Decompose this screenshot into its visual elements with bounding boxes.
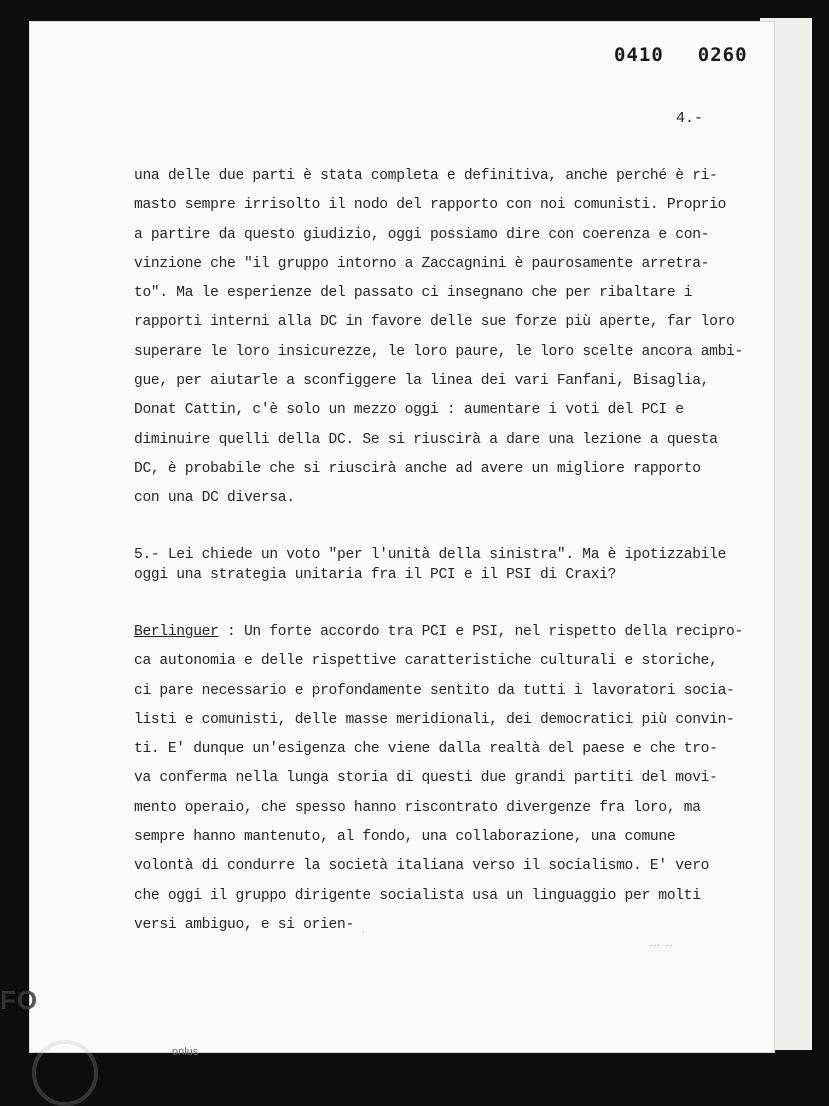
text-line: gue, per aiutarle a sconfiggere la linea dei vari Fanfani, Bisaglia, — [134, 373, 710, 390]
archive-number-part-b: 0260 — [697, 44, 748, 66]
speaker-name: Berlinguer — [134, 624, 219, 640]
paper-speck: ․․․ ․․ — [650, 939, 673, 950]
annotated-word: loro — [413, 343, 447, 360]
text-line: diminuire quelli della DC. Se si riuscirà a dare una lezione a questa — [134, 431, 718, 448]
text-line: masto sempre irrisolto il nodo del rapporto con noi comunisti. Proprio — [134, 197, 727, 214]
text-fragment: scelte ancora ambi- — [573, 343, 744, 360]
answer-line: ci pare necessario e profondamente sentito da tutti i lavoratori socia- — [134, 682, 735, 699]
interview-answer — [134, 618, 743, 940]
watermark-logo: FO — [0, 985, 39, 1015]
answer-line: ca autonomia e delle rispettive caratteristiche culturali e storiche, — [134, 653, 718, 670]
answer-line: volontà di condurre la società italiana verso il socialismo. E' vero — [134, 858, 710, 875]
page-number: 4.- — [676, 110, 704, 127]
archive-number — [614, 44, 748, 66]
interview-question — [134, 545, 727, 585]
answer-line: che oggi il gruppo dirigente socialista usa un linguaggio per molti — [134, 887, 701, 904]
answer-line: sempre hanno mantenuto, al fondo, una collaborazione, una comune — [134, 829, 676, 846]
answer-line: mento operaio, che spesso hanno riscontrato divergenze fra loro, ma — [134, 799, 701, 816]
answer-line: ti. E' dunque un'esigenza che viene dalla realtà del paese e che tro- — [134, 741, 718, 758]
watermark-ring — [32, 1040, 98, 1106]
text-line: vinzione che "il gruppo intorno a Zaccagnini è paurosamente arretra- — [134, 255, 710, 272]
watermark-subtitle: onlus — [172, 1046, 199, 1058]
answer-line: versi ambiguo, e si orien- — [134, 916, 354, 933]
text-fragment: superare le — [134, 343, 236, 360]
text-line: con una DC diversa. — [134, 490, 295, 507]
question-line: 5.- Lei chiede un voto "per l'unità della sinistra". Ma è ipotizzabile — [134, 547, 727, 563]
text-line-annotated — [134, 338, 744, 367]
answer-line: va conferma nella lunga storia di questi due grandi partiti del movi- — [134, 770, 718, 787]
answer-line: listi e comunisti, delle masse meridionali, dei democratici più convin- — [134, 711, 735, 728]
paragraph-1 — [134, 162, 744, 514]
annotated-word: loro — [235, 343, 270, 360]
text-line: Donat Cattin, c'è solo un mezzo oggi : aumentare i voti del PCI e — [134, 402, 684, 419]
answer-text: : Un forte accordo tra PCI e PSI, nel rispetto della recipro- — [218, 624, 743, 640]
archive-number-part-a: 0410 — [614, 44, 664, 66]
question-line: oggi una strategia unitaria fra il PCI e il PSI di Craxi? — [134, 567, 617, 583]
text-line: to". Ma le esperienze del passato ci insegnano che per ribaltare i — [134, 285, 693, 302]
annotated-word: loro — [540, 343, 574, 360]
text-line: una delle due parti è stata completa e definitiva, anche perché è ri- — [134, 168, 718, 184]
text-line: rapporti interni alla DC in favore delle sue forze più aperte, far loro — [134, 314, 735, 331]
text-line: a partire da questo giudizio, oggi possiamo dire con coerenza e con- — [134, 226, 710, 243]
paper-speck: ˙ — [360, 932, 367, 943]
text-fragment: paure, le — [446, 343, 541, 360]
text-fragment: insicurezze, le — [269, 343, 414, 360]
answer-first-line — [134, 618, 743, 647]
text-line: DC, è probabile che si riuscirà anche ad avere un migliore rapporto — [134, 460, 701, 477]
